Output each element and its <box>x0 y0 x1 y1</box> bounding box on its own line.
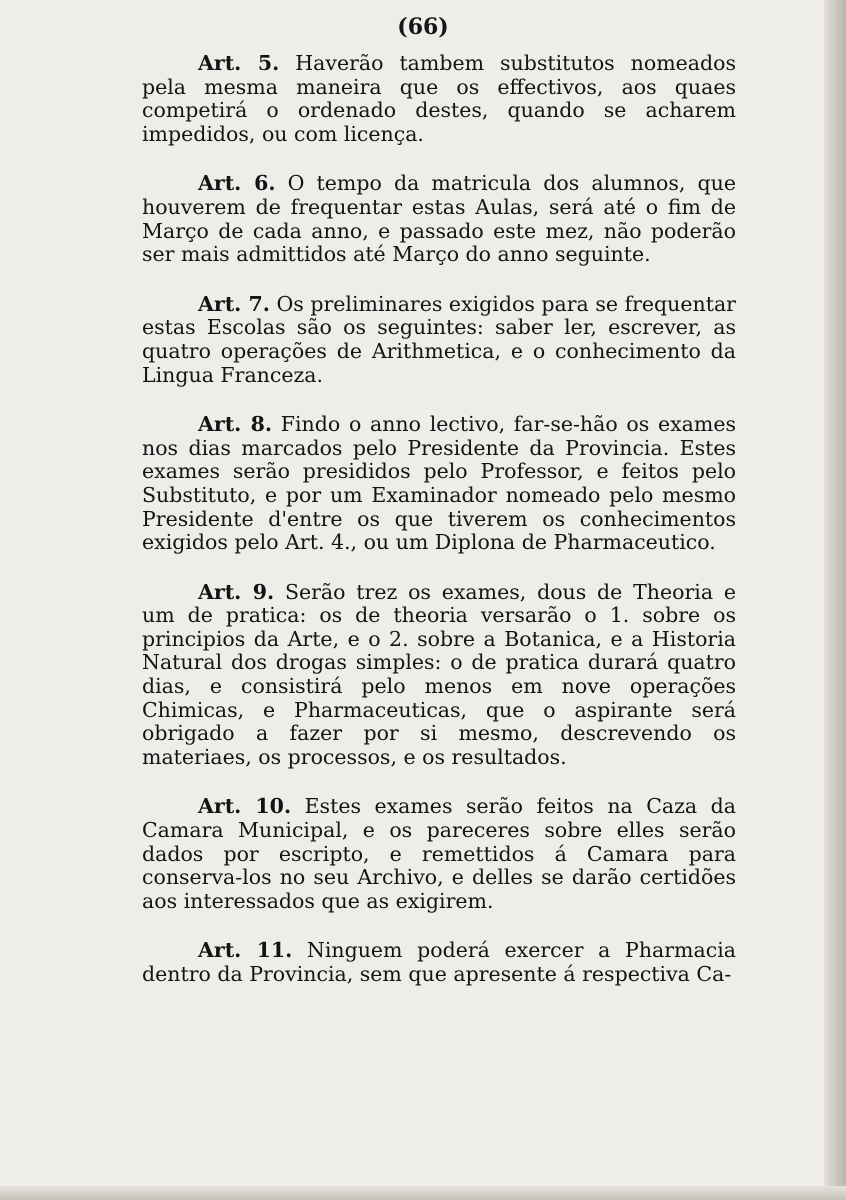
article-text: Haverão tambem substitutos nomeados pela mesma maneira que os effectivos, aos quaes competirá o ordenado destes, quando se acharem impedidos, ou com licença. <box>142 51 736 146</box>
article-11 <box>142 939 736 986</box>
page-bottom-shadow <box>0 1186 846 1200</box>
page-edge-shadow <box>824 0 846 1200</box>
article-text: O tempo da matricula dos alumnos, que houverem de frequentar estas Aulas, será até o fim de Março de cada anno, e passado este mez, não poderão ser mais admittidos até Março do anno seguinte. <box>142 171 736 267</box>
article-10 <box>142 795 736 913</box>
article-8 <box>142 413 736 555</box>
article-7 <box>142 293 736 387</box>
article-label: Art. 10. <box>198 794 292 819</box>
article-label: Art. 6. <box>198 171 276 196</box>
page-number: (66) <box>397 14 449 40</box>
article-9 <box>142 581 736 770</box>
article-label: Art. 7. <box>198 291 270 316</box>
article-label: Art. 8. <box>198 412 273 437</box>
article-6 <box>142 172 736 266</box>
article-label: Art. 9. <box>198 579 275 604</box>
article-5 <box>142 52 736 146</box>
article-text: Findo o anno lectivo, far-se-hão os exames nos dias marcados pelo Presidente da Provincia. Estes exames serão presididos pelo Professor, e feitos pelo Substituto, e por um Examinador nomeado pelo mesmo Presidente d'entre os que tiverem os conhecimentos exigidos pelo Art. 4., ou um Diplona de Pharmaceutico. <box>142 412 736 555</box>
article-text: Ninguem poderá exercer a Pharmacia dentro da Provincia, sem que apresente á respectiva Ca- <box>142 938 736 986</box>
article-text: Estes exames serão feitos na Caza da Camara Municipal, e os pareceres sobre elles serão dados por escripto, e remettidos á Camara para conserva-los no seu Archivo, e delles se darão certidões aos interessados que as exigirem. <box>142 794 736 913</box>
article-label: Art. 5. <box>198 51 280 75</box>
article-text: Os preliminares exigidos para se frequentar estas Escolas são os seguintes: saber ler, escrever, as quatro operações de Arithmetica, e o conhecimento da Lingua Franceza. <box>142 291 736 387</box>
article-list <box>142 52 736 987</box>
article-label: Art. 11. <box>198 938 293 963</box>
article-text: Serão trez os exames, dous de Theoria e um de pratica: os de theoria versarão o 1. sobre os principios da Arte, e o 2. sobre a Botanica, e a Historia Natural dos drogas simples: o de pratica durará quatro dias, e consistirá pelo menos em nove operações Chimicas, e Pharmaceuticas, que o aspirante será obrigado a fazer por si mesmo, descrevendo os materiaes, os processos, e os resultados. <box>142 579 736 769</box>
